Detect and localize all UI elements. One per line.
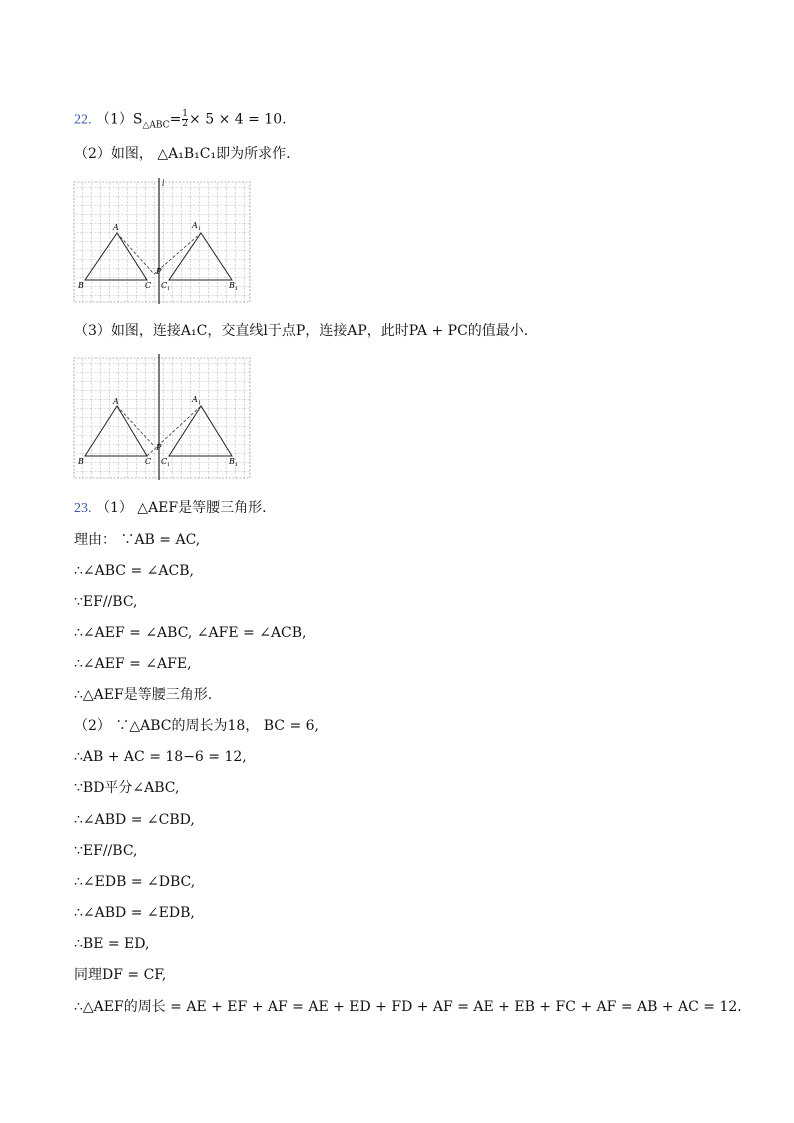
q23-line-13: ∴∠EDB = ∠DBC,	[74, 874, 196, 890]
q23-line-6: ∴∠AEF = ∠AFE,	[74, 656, 192, 672]
label-b: B	[78, 457, 84, 466]
label-b1-sub: 1	[235, 286, 239, 292]
q23-line-4: ∵EF//BC,	[74, 594, 138, 610]
q23-line-8: （2） ∵△ABC的周长为18， BC = 6,	[74, 718, 320, 734]
label-a1-sub: 1	[198, 226, 202, 232]
label-p: P	[156, 267, 162, 276]
q22-part2-line: （2）如图， △A₁B₁C₁即为所求作.	[74, 146, 291, 162]
label-c1-sub: 1	[167, 286, 171, 292]
label-a1: A	[192, 395, 198, 404]
q23-line-7: ∴△AEF是等腰三角形.	[74, 687, 213, 703]
label-c1-sub: 1	[167, 462, 171, 468]
q23-line-16: 同理DF = CF,	[74, 967, 167, 983]
equals-sign: =	[169, 111, 182, 128]
q22-part1-prefix: （1）	[95, 111, 133, 128]
label-c1: C	[161, 457, 168, 466]
q22-number: 22.	[74, 112, 92, 128]
q23-line-3: ∴∠ABC = ∠ACB,	[74, 563, 194, 579]
grid-figure-2	[73, 354, 253, 480]
q23-line-11: ∴∠ABD = ∠CBD,	[74, 812, 195, 828]
label-c: C	[145, 457, 152, 466]
label-a: A	[113, 397, 119, 406]
label-p: P	[156, 443, 162, 452]
q23-line-14: ∴∠ABD = ∠EDB,	[74, 905, 195, 921]
q22-part3-line: （3）如图，连接A₁C，交直线l于点P，连接AP，此时PA + PC的值最小.	[74, 323, 529, 339]
line-l-label: l	[162, 179, 165, 188]
label-b1: B	[229, 281, 235, 290]
area-symbol: S	[132, 111, 143, 128]
q23-line-17: ∴△AEF的周长 = AE + EF + AF = AE + ED + FD + AF = AE + EB + FC + AF = AB + AC = 12.	[74, 999, 742, 1015]
fraction-denominator: 2	[182, 119, 189, 129]
label-a: A	[113, 223, 119, 232]
label-c1: C	[161, 281, 168, 290]
grid-figure-2-svg	[73, 354, 253, 480]
q23-line-15: ∴BE = ED,	[74, 936, 150, 952]
area-subscript: △ABC	[142, 120, 170, 131]
q23-line-1-text: （1） △AEF是等腰三角形.	[95, 500, 267, 516]
label-a1-sub: 1	[198, 400, 202, 406]
label-c: C	[145, 281, 152, 290]
q22-part1-line	[74, 110, 287, 134]
q23-line-1	[74, 499, 267, 518]
label-a1: A	[192, 221, 198, 230]
q23-line-10: ∵BD平分∠ABC,	[74, 780, 180, 796]
q23-number: 23.	[74, 501, 92, 516]
fraction-numerator: 1	[182, 109, 189, 119]
q23-line-2: 理由： ∵AB = AC,	[74, 532, 201, 548]
q23-line-5: ∴∠AEF = ∠ABC, ∠AFE = ∠ACB,	[74, 625, 307, 641]
label-b1-sub: 1	[235, 462, 239, 468]
q23-line-12: ∵EF//BC,	[74, 843, 138, 859]
grid-figure-1-svg	[73, 178, 253, 304]
label-b1: B	[229, 457, 235, 466]
label-b: B	[78, 281, 84, 290]
area-expression-rest: × 5 × 4 = 10.	[189, 111, 287, 128]
q23-line-9: ∴AB + AC = 18−6 = 12,	[74, 749, 247, 765]
half-fraction	[182, 110, 188, 129]
grid-figure-1	[73, 178, 253, 304]
